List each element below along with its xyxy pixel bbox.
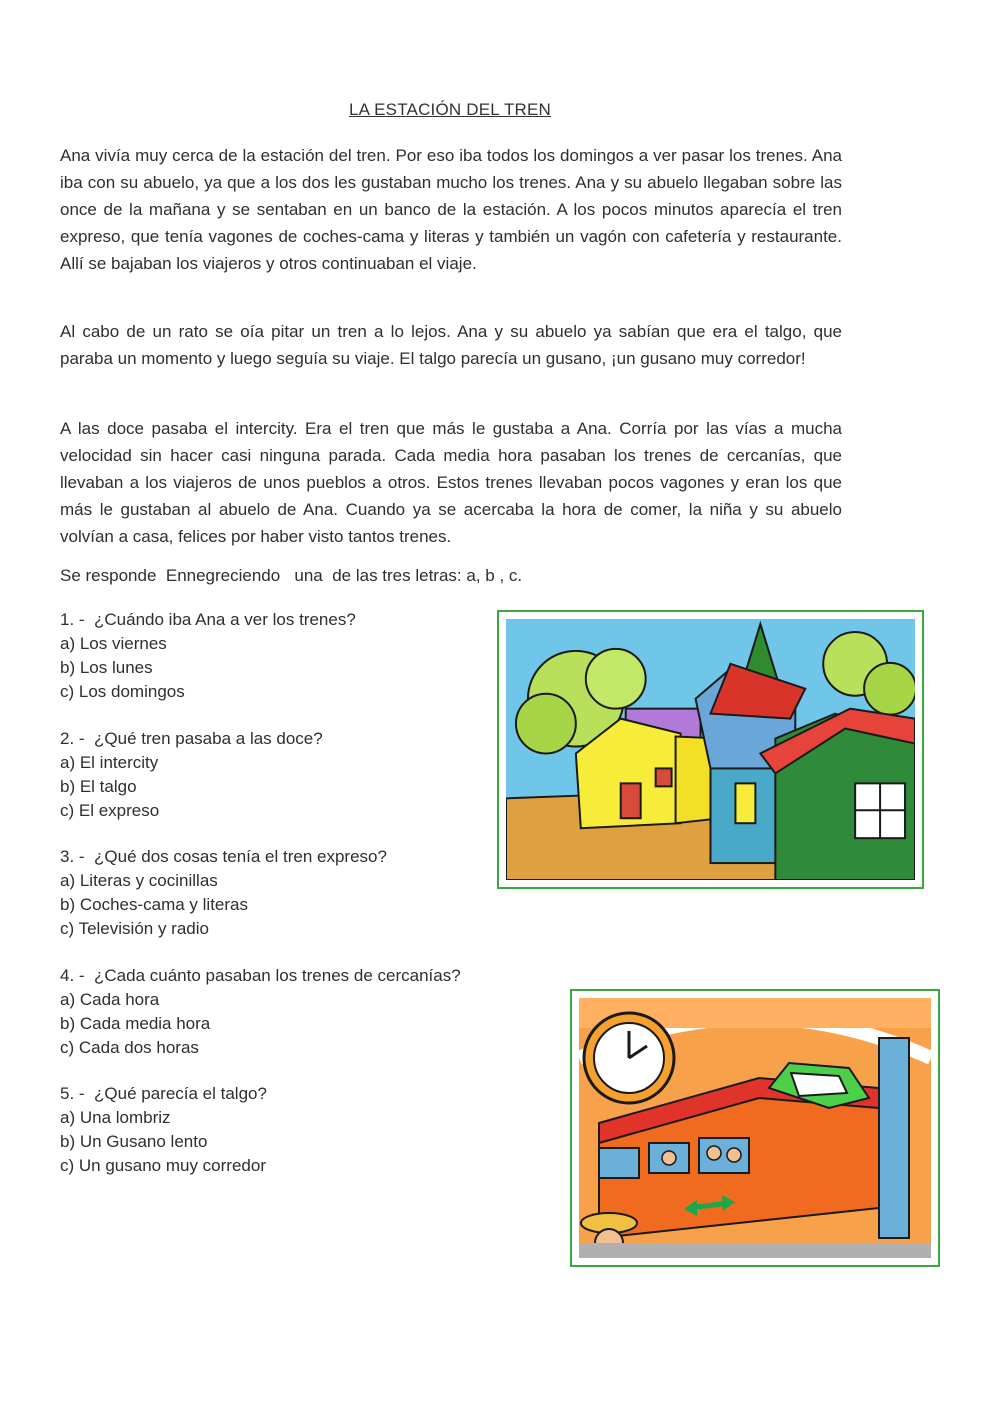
question-text: 1. - ¿Cuándo iba Ana a ver los trenes? [60,610,356,629]
question-text: 3. - ¿Qué dos cosas tenía el tren expreso? [60,847,387,866]
answer-option-b[interactable]: b) Coches-cama y literas [60,895,249,914]
train-station-illustration [497,610,924,889]
answer-option-b[interactable]: b) Cada media hora [60,1014,211,1033]
answer-option-a[interactable]: a) Cada hora [60,990,160,1009]
question-4 [60,964,530,1060]
train-station-illustration-icon [506,619,915,880]
question-2 [60,727,530,823]
question-text: 2. - ¿Qué tren pasaba a las doce? [60,729,323,748]
question-text: 4. - ¿Cada cuánto pasaban los trenes de cercanías? [60,966,461,985]
answer-option-a[interactable]: a) Una lombriz [60,1108,171,1127]
answer-option-b[interactable]: b) Un Gusano lento [60,1132,208,1151]
page-title: LA ESTACIÓN DEL TREN [348,100,552,119]
answer-option-c[interactable]: c) Un gusano muy corredor [60,1156,266,1175]
answer-option-c[interactable]: c) Cada dos horas [60,1038,199,1057]
answer-option-b[interactable]: b) Los lunes [60,658,153,677]
story-paragraph-1: Ana vivía muy cerca de la estación del tren. Por eso iba todos los domingos a ver pasar los trenes. Ana iba con su abuelo, ya que a los dos les gustaban mucho los trenes. Ana y su abuelo llegaban sobre las once de la mañana y se sentaban en un banco de la estación. A los pocos minutos aparecía el tren expreso, que tenía vagones de coches-cama y literas y también un vagón con cafetería y restaurante. Allí se bajaban los viajeros y otros continuaban el viaje. [60,146,842,273]
story-paragraph-2: Al cabo de un rato se oía pitar un tren a lo lejos. Ana y su abuelo ya sabían que era el talgo, que paraba un momento y luego seguía su viaje. El talgo parecía un gusano, ¡un gusano muy corredor! [60,322,842,368]
question-3 [60,845,530,941]
story-paragraph-3: A las doce pasaba el intercity. Era el tren que más le gustaba a Ana. Corría por las vías a mucha velocidad sin hacer casi ninguna parada. Cada media hora pasaban los trenes de cercanías, que llevaban a los viajeros de unos pueblos a otros. Estos trenes llevaban pocos vagones y eran los que más le gustaban al abuelo de Ana. Cuando ya se acercaba la hora de comer, la niña y su abuelo volvían a casa, felices por haber visto tantos trenes. [60,419,842,546]
question-5 [60,1082,530,1178]
answer-option-a[interactable]: a) El intercity [60,753,159,772]
answer-instruction: Se responde Ennegreciendo una de las tres letras: a, b , c. [60,566,523,585]
train-platform-illustration [570,989,940,1267]
question-text: 5. - ¿Qué parecía el talgo? [60,1084,267,1103]
answer-option-c[interactable]: c) El expreso [60,801,160,820]
question-1 [60,608,530,704]
answer-option-b[interactable]: b) El talgo [60,777,137,796]
answer-option-a[interactable]: a) Literas y cocinillas [60,871,218,890]
train-platform-illustration-icon [579,998,931,1258]
answer-option-c[interactable]: c) Los domingos [60,682,185,701]
answer-option-c[interactable]: c) Televisión y radio [60,919,209,938]
answer-option-a[interactable]: a) Los viernes [60,634,167,653]
